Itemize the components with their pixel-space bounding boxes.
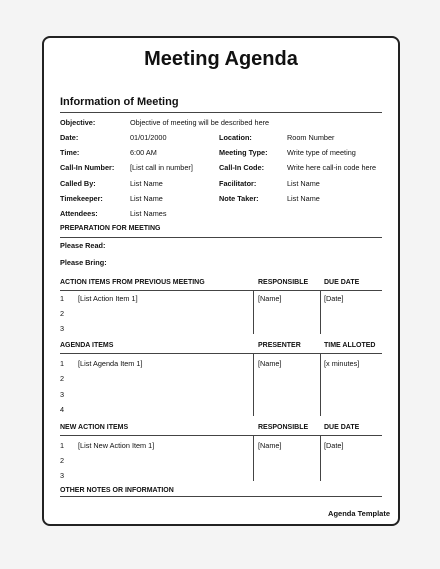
footer-label: Agenda Template	[328, 509, 390, 518]
time-value: 6:00 AM	[130, 148, 157, 157]
column-divider	[320, 435, 321, 481]
facilitator-label: Facilitator:	[219, 179, 257, 188]
column-divider	[253, 290, 254, 334]
divider	[60, 112, 382, 113]
date-value: 01/01/2000	[130, 133, 167, 142]
objective-value: Objective of meeting will be described here	[130, 118, 270, 127]
divider	[60, 237, 382, 238]
column-divider	[253, 353, 254, 416]
note-taker-value: List Name	[287, 194, 320, 203]
other-notes-heading: OTHER NOTES OR INFORMATION	[60, 487, 174, 494]
timekeeper-value: List Name	[130, 194, 163, 203]
table-row-num: 2	[60, 309, 65, 318]
callin-code-label: Call-In Code:	[219, 163, 264, 172]
column-divider	[253, 435, 254, 481]
table-row-num: 3	[60, 390, 65, 399]
date-label: Date:	[60, 133, 79, 142]
meeting-type-value: Write type of meeting	[287, 148, 356, 157]
table-row-num: 2	[60, 456, 65, 465]
callin-number-label: Call-In Number:	[60, 163, 115, 172]
table-row-num: 2	[60, 374, 65, 383]
table-row-num: 3	[60, 324, 65, 333]
column-divider	[320, 290, 321, 334]
callin-code-value: Write here call-in code here	[287, 163, 377, 172]
page-title: Meeting Agenda	[144, 48, 298, 70]
prev-actions-col-due: DUE DATE	[324, 279, 360, 286]
please-bring-label: Please Bring:	[60, 258, 107, 267]
table-row-num: 1	[60, 294, 65, 303]
attendees-label: Attendees:	[60, 209, 98, 218]
table-row-num: 1	[60, 359, 65, 368]
table-row-item: [List Action Item 1]	[78, 294, 138, 303]
time-label: Time:	[60, 148, 80, 157]
please-read-label: Please Read:	[60, 241, 106, 250]
divider	[60, 435, 382, 436]
table-row-who: [Name]	[258, 359, 282, 368]
timekeeper-label: Timekeeper:	[60, 194, 103, 203]
callin-number-value: [List call in number]	[130, 163, 193, 172]
table-row-when: [Date]	[324, 294, 344, 303]
attendees-value: List Names	[130, 209, 167, 218]
table-row-when: [x minutes]	[324, 359, 360, 368]
location-value: Room Number	[287, 133, 335, 142]
table-row-when: [Date]	[324, 441, 344, 450]
table-row-who: [Name]	[258, 294, 282, 303]
agenda-col-presenter: PRESENTER	[258, 342, 301, 349]
prev-actions-col-responsible: RESPONSIBLE	[258, 279, 309, 286]
divider	[60, 290, 382, 291]
table-row-num: 3	[60, 471, 65, 480]
table-row-item: [List Agenda Item 1]	[78, 359, 143, 368]
called-by-label: Called By:	[60, 179, 96, 188]
agenda-heading: AGENDA ITEMS	[60, 342, 114, 349]
divider	[60, 353, 382, 354]
divider	[60, 496, 382, 497]
table-row-num: 4	[60, 405, 65, 414]
new-actions-heading: NEW ACTION ITEMS	[60, 424, 129, 431]
note-taker-label: Note Taker:	[219, 194, 259, 203]
location-label: Location:	[219, 133, 252, 142]
table-row-num: 1	[60, 441, 65, 450]
prev-actions-heading: ACTION ITEMS FROM PREVIOUS MEETING	[60, 279, 205, 286]
facilitator-value: List Name	[287, 179, 320, 188]
meeting-type-label: Meeting Type:	[219, 148, 268, 157]
prep-heading: PREPARATION FOR MEETING	[60, 225, 161, 232]
info-heading: Information of Meeting	[60, 96, 179, 108]
column-divider	[320, 353, 321, 416]
agenda-page	[42, 36, 400, 526]
called-by-value: List Name	[130, 179, 163, 188]
agenda-col-time: TIME ALLOTED	[324, 342, 376, 349]
objective-label: Objective:	[60, 118, 96, 127]
new-actions-col-due: DUE DATE	[324, 424, 360, 431]
table-row-who: [Name]	[258, 441, 282, 450]
table-row-item: [List New Action Item 1]	[78, 441, 155, 450]
new-actions-col-responsible: RESPONSIBLE	[258, 424, 309, 431]
